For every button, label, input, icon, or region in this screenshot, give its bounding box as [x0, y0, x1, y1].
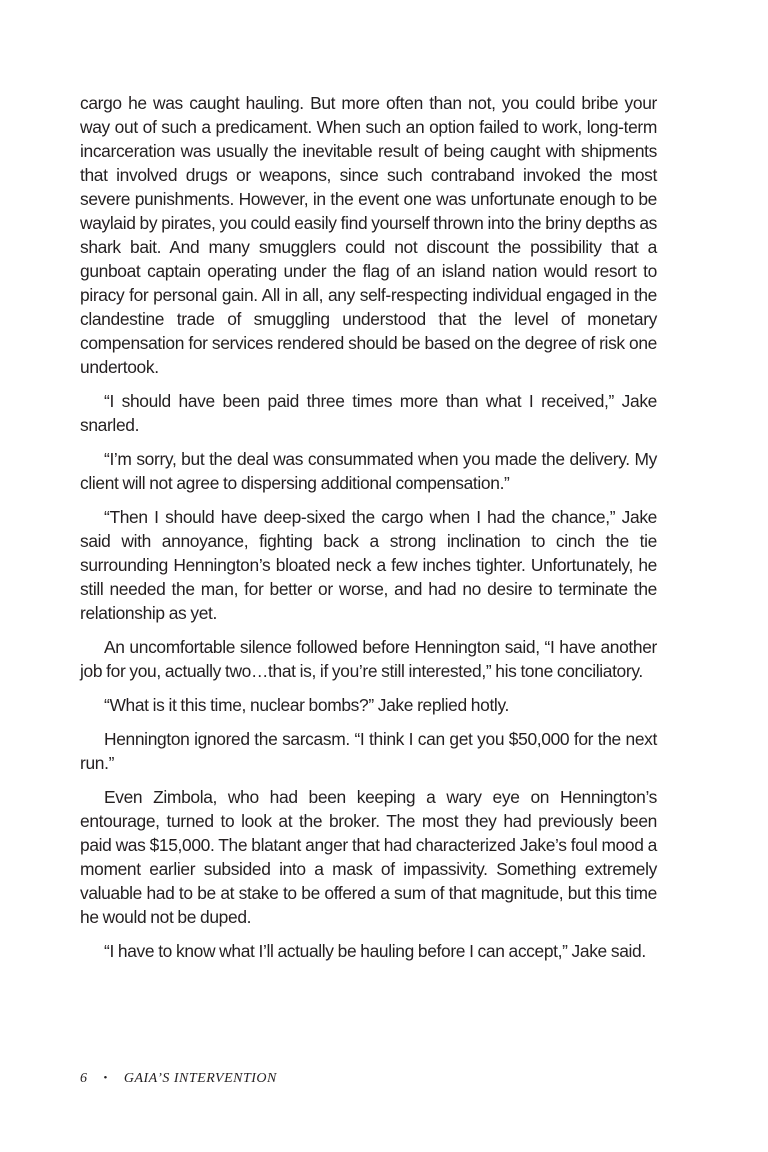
- paragraph: “Then I should have deep-sixed the cargo when I had the chance,” Jake said with annoyance, fighting back a strong inclination to cinch the tie surrounding Hennington’s bloated neck a few inches tighter. Unfortunately, he still needed the man, for better or worse, and had no desire to terminate the relationship as yet.: [80, 507, 657, 623]
- paragraph: “I should have been paid three times more than what I received,” Jake snarled.: [80, 391, 657, 435]
- paragraph: An uncomfortable silence followed before Hennington said, “I have another job for you, actually two…that is, if you’re still interested,” his tone conciliatory.: [80, 637, 657, 681]
- paragraph: Even Zimbola, who had been keeping a wary eye on Hennington’s entourage, turned to look at the broker. The most they had previously been paid was $15,000. The blatant anger that had characterized Jake’s foul mood a moment earlier subsided into a mask of impassivity. Something extremely valuable had to be at stake to be offered a sum of that magnitude, but this time he would not be duped.: [80, 787, 657, 927]
- bullet-separator: •: [103, 1072, 108, 1084]
- paragraph: cargo he was caught hauling. But more often than not, you could bribe your way out of such a predicament. When such an option failed to work, long-term incarceration was usually the inevitable result of being caught with shipments that involved drugs or weapons, since such contraband invoked the most severe punishments. However, in the event one was unfortunate enough to be waylaid by pirates, you could easily find yourself thrown into the briny depths as shark bait. And many smugglers could not discount the possibility that a gunboat captain operating under the flag of an island nation would resort to piracy for personal gain. All in all, any self-respecting individual engaged in the clandestine trade of smuggling understood that the level of monetary compensation for services rendered should be based on the degree of risk one undertook.: [80, 93, 657, 377]
- running-title: GAIA’S INTERVENTION: [123, 1071, 277, 1086]
- paragraph: “I’m sorry, but the deal was consummated when you made the delivery. My client will not agree to dispersing additional compensation.”: [80, 449, 657, 493]
- paragraph: “I have to know what I’ll actually be hauling before I can accept,” Jake said.: [104, 941, 646, 961]
- page-body: [80, 91, 657, 973]
- paragraph: “What is it this time, nuclear bombs?” Jake replied hotly.: [104, 695, 509, 715]
- page-number: 6: [80, 1071, 88, 1086]
- page-footer: [80, 1071, 277, 1087]
- paragraph: Hennington ignored the sarcasm. “I think I can get you $50,000 for the next run.”: [80, 729, 657, 773]
